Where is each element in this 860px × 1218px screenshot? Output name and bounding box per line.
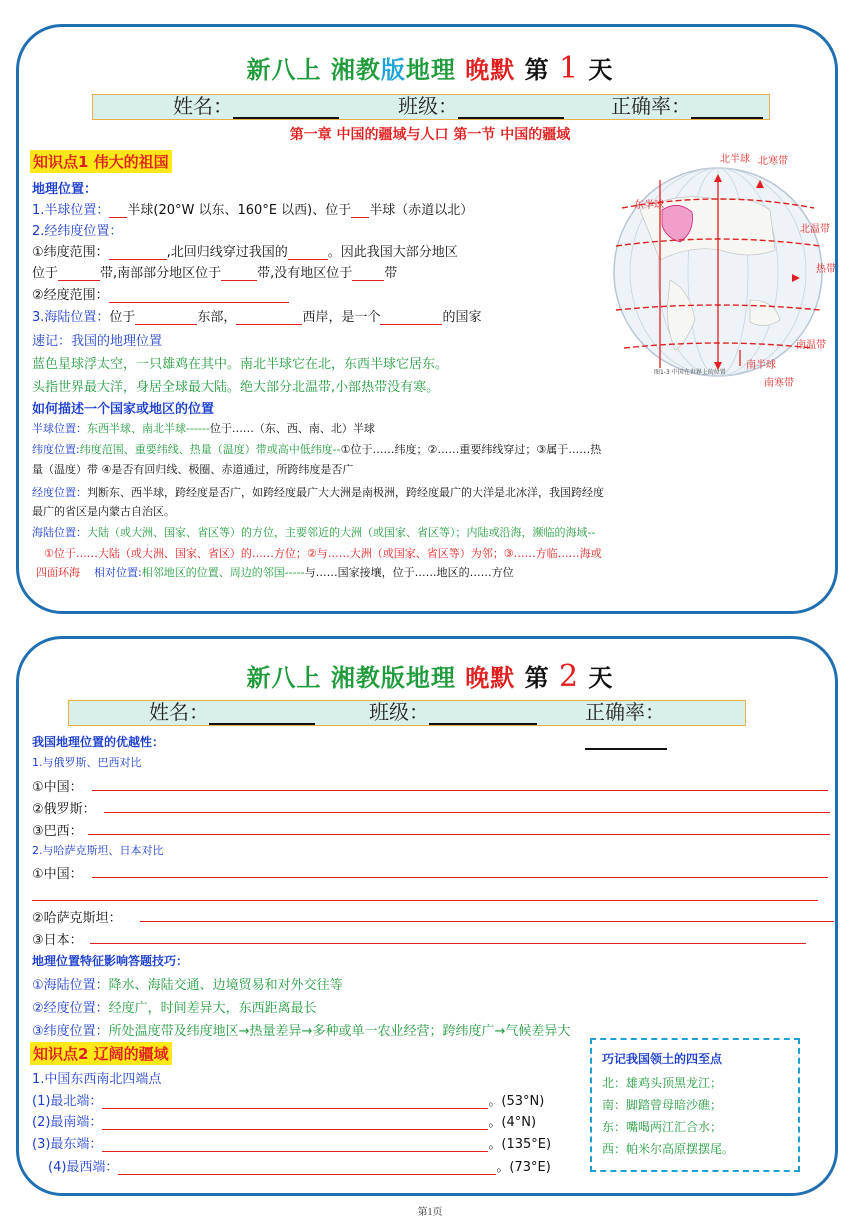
answer-line[interactable] [104, 812, 830, 813]
answer-blank[interactable] [236, 310, 302, 325]
day2-name-bar [68, 700, 746, 726]
map-caption: 图1-3 中国在世界上的位置 [654, 369, 726, 376]
compare-1-heading: 1.与俄罗斯、巴西对比 [32, 756, 142, 769]
page-number: 第1页 [417, 1207, 443, 1218]
compare-kazakhstan-label: ②哈萨克斯坦： [32, 911, 122, 926]
compare-japan-label: ③日本： [32, 933, 83, 948]
tip-south: 南：脚踏曾母暗沙礁； [602, 1098, 723, 1112]
describe-longitude: 经度位置：判断东、西半球，跨经度是否广，如跨经度最广大大洲是南极洲，跨经度最广的大洋是北冰洋，我国跨经度 [32, 486, 604, 499]
tip-title: 巧记我国领土的四至点 [602, 1052, 723, 1066]
answer-blank[interactable] [102, 1115, 488, 1130]
name-field[interactable]: 姓名： [173, 95, 339, 120]
answer-line[interactable] [92, 877, 828, 878]
answer-line[interactable] [32, 900, 818, 901]
extreme-points-heading: 1.中国东西南北四端点 [32, 1072, 162, 1087]
describe-latitude-cont: 量（温度）带 ④是否有回归线、极圈、赤道通过，所跨纬度是否广 [32, 463, 354, 476]
knowledge-point-1: 知识点1 伟大的祖国 [30, 150, 172, 173]
answer-blank[interactable] [135, 310, 197, 325]
map-label-north-temp: 北温带 [800, 224, 830, 235]
skill-latitude: ③纬度位置：所处温度带及纬度地区→热量差异→多种或单一农业经营；跨纬度广→气候差异大 [32, 1024, 571, 1039]
describe-latitude: 纬度位置:纬度范围、重要纬线、热量（温度）带或高中低纬度--①位于……纬度；②……重要纬线穿过；③属于……热 [32, 443, 602, 456]
knowledge-point-2: 知识点2 辽阔的疆域 [30, 1042, 172, 1065]
tip-north: 北：雄鸡头顶黑龙江； [602, 1076, 723, 1090]
map-label-south-hemi: 南半球 [746, 360, 776, 371]
extreme-north-row: (1)最北端： 。(53°N) [32, 1094, 545, 1109]
skill-heading: 地理位置特征影响答题技巧： [32, 954, 189, 968]
memory-line-2: 头指世界最大洋，身居全球最大陆。绝大部分北温带,小部热带没有寒。 [32, 380, 440, 395]
compare-2-heading: 2.与哈萨克斯坦、日本对比 [32, 844, 164, 857]
accuracy-field[interactable]: 正确率： [585, 701, 745, 751]
extreme-south-row: (2)最南端： 。(4°N) [32, 1115, 537, 1130]
zone-line: 位于 带,南部部分地区位于 带,没有地区位于 带 [32, 266, 398, 281]
answer-blank[interactable] [109, 245, 167, 260]
answer-blank[interactable] [109, 288, 289, 303]
map-label-north-frigid: 北寒带 [758, 156, 788, 167]
globe-svg [600, 150, 840, 390]
name-field[interactable]: 姓名： [149, 701, 315, 726]
latlon-heading: 2.经纬度位置： [32, 224, 123, 239]
answer-line[interactable] [88, 834, 830, 835]
map-label-north-hemi: 北半球 [720, 154, 750, 165]
answer-blank[interactable] [109, 203, 127, 218]
chapter-heading: 第一章 中国的疆域与人口 第一节 中国的疆域 [289, 127, 571, 143]
answer-line[interactable] [140, 921, 834, 922]
advantage-heading: 我国地理位置的优越性： [32, 735, 165, 749]
describe-location-heading: 如何描述一个国家或地区的位置 [32, 402, 215, 417]
day1-name-bar [92, 94, 770, 120]
accuracy-field[interactable]: 正确率： [611, 95, 763, 120]
day2-title: 新八上 湘教版地理 晚默 第 2 天 [246, 659, 614, 694]
describe-sea-land-cont: ①位于……大陆（或大洲、国家、省区）的……方位；②与……大洲（或国家、省区等）为邻；③……方临……海或 [44, 547, 602, 560]
answer-blank[interactable] [352, 266, 384, 281]
memory-heading: 速记：我国的地理位置 [32, 334, 163, 349]
answer-blank[interactable] [102, 1137, 488, 1152]
compare-brazil-label: ③巴西： [32, 824, 83, 839]
compare2-china-label: ①中国： [32, 867, 83, 882]
describe-relative: 四面环海 相对位置:相邻地区的位置、周边的邻国-----与……国家接壤，位于……地区的……方位 [36, 566, 514, 579]
answer-line[interactable] [92, 790, 828, 791]
answer-blank[interactable] [102, 1094, 488, 1109]
geo-position-heading: 地理位置： [32, 182, 98, 197]
map-label-south-temp: 南温带 [796, 340, 826, 351]
map-label-tropic: 热带 [816, 264, 836, 275]
map-label-east-hemi: 东半球 [634, 200, 664, 211]
china-world-position-map [600, 150, 840, 390]
skill-sea-land: ①海陆位置：降水、海陆交通、边境贸易和对外交往等 [32, 978, 343, 993]
answer-line[interactable] [90, 943, 806, 944]
class-field[interactable]: 班级： [398, 95, 564, 120]
hemisphere-line: 1.半球位置： 半球(20°W 以东、160°E 以西)、位于 半球（赤道以北） [32, 203, 474, 218]
answer-blank[interactable] [380, 310, 442, 325]
describe-longitude-cont: 最广的省区是内蒙古自治区。 [32, 505, 175, 518]
answer-blank[interactable] [221, 266, 257, 281]
latitude-line: ①纬度范围： ,北回归线穿过我国的 。因此我国大部分地区 [32, 245, 458, 260]
compare-china-label: ①中国： [32, 780, 83, 795]
compare-russia-label: ②俄罗斯： [32, 802, 96, 817]
extreme-west-row: (4)最西端： 。(73°E) [48, 1160, 551, 1175]
day1-title: 新八上 湘教版地理 晚默 第 1 天 [246, 51, 614, 86]
memory-tip-box [590, 1038, 800, 1172]
describe-sea-land: 海陆位置：大陆（或大洲、国家、省区等）的方位，主要邻近的大洲（或国家、省区等）；内陆或沿海，濒临的海域-- [32, 526, 596, 539]
extreme-east-row: (3)最东端： 。(135°E) [32, 1137, 552, 1152]
longitude-line: ②经度范围： [32, 284, 289, 303]
answer-blank[interactable] [118, 1160, 496, 1175]
tip-west: 西：帕米尔高原摆摆尾。 [602, 1142, 735, 1156]
memory-line-1: 蓝色星球浮太空，一只雄鸡在其中。南北半球它在北，东西半球它居东。 [32, 357, 449, 372]
answer-blank[interactable] [351, 203, 369, 218]
tip-east: 东：嘴喝两江汇合水； [602, 1120, 723, 1134]
answer-blank[interactable] [58, 266, 100, 281]
answer-blank[interactable] [288, 245, 328, 260]
class-field[interactable]: 班级： [369, 701, 537, 726]
map-label-south-frigid: 南寒带 [764, 378, 794, 389]
skill-longitude: ②经度位置：经度广，时间差异大，东西距离最长 [32, 1001, 317, 1016]
describe-hemisphere: 半球位置：东西半球、南北半球------位于……（东、西、南、北）半球 [32, 422, 375, 435]
sea-land-line: 3.海陆位置：位于 东部， 西岸，是一个 的国家 [32, 310, 482, 325]
